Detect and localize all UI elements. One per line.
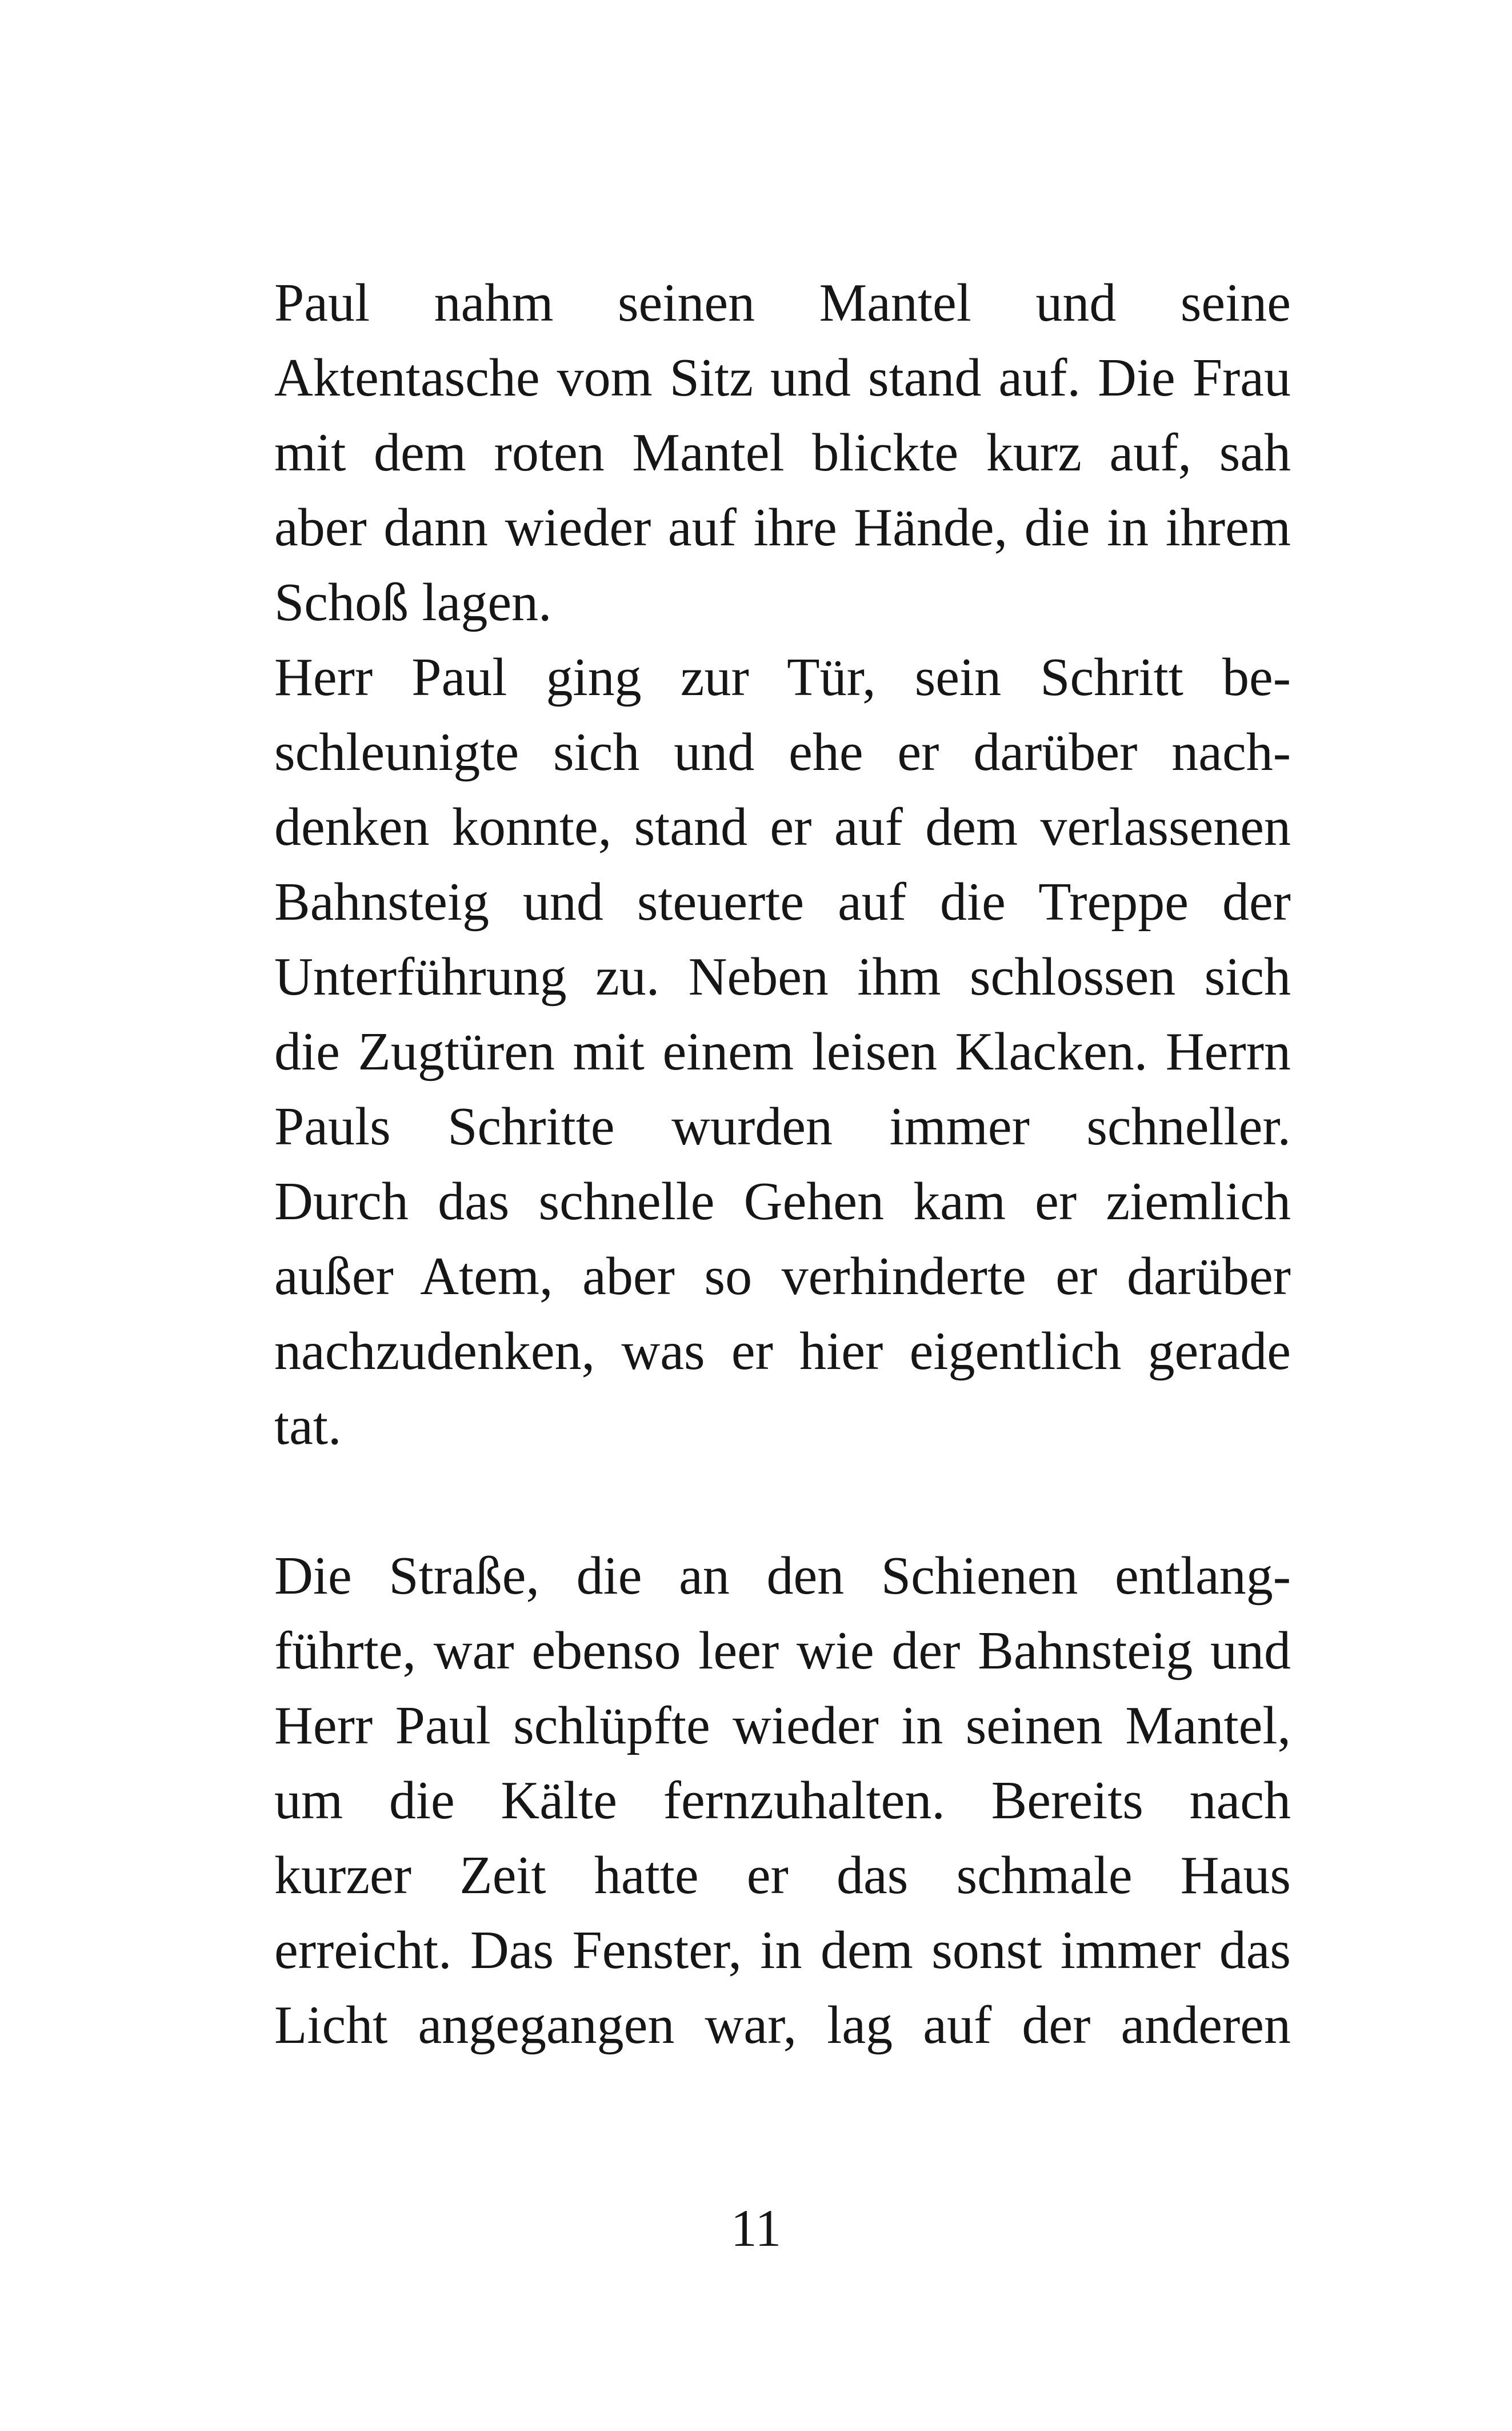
text-line: Aktentasche vom Sitz und stand auf. Die Frau [274, 348, 1291, 408]
text-line: Unterführung zu. Neben ihm schlossen sich [274, 947, 1291, 1007]
body-text [274, 266, 1291, 2063]
text-line: Die Straße, die an den Schienen entlang- [274, 1546, 1291, 1606]
text-line: die Zugtüren mit einem leisen Klacken. Herrn [274, 1022, 1291, 1081]
paragraph-gap [274, 1464, 1291, 1539]
text-line: Pauls Schritte wurden immer schneller. [274, 1097, 1291, 1156]
text-line: um die Kälte fernzuhalten. Bereits nach [274, 1771, 1291, 1830]
text-line: nachzudenken, was er hier eigentlich gerade [274, 1322, 1291, 1381]
text-line: Herr Paul ging zur Tür, sein Schritt be- [274, 648, 1291, 707]
text-line: schleunigte sich und ehe er darüber nach- [274, 722, 1291, 782]
text-line: außer Atem, aber so verhinderte er darüber [274, 1247, 1291, 1306]
text-line: erreicht. Das Fenster, in dem sonst immer das [274, 1921, 1291, 1980]
text-line: Durch das schnelle Gehen kam er ziemlich [274, 1172, 1291, 1231]
page-number: 11 [730, 2199, 782, 2257]
text-line: Licht angegangen war, lag auf der anderen [274, 1995, 1291, 2055]
text-line: Bahnsteig und steuerte auf die Treppe der [274, 872, 1291, 932]
text-line: aber dann wieder auf ihre Hände, die in ihrem [274, 498, 1291, 557]
text-line: denken konnte, stand er auf dem verlassenen [274, 797, 1291, 857]
text-line: tat. [274, 1396, 342, 1456]
text-line: kurzer Zeit hatte er das schmale Haus [274, 1846, 1291, 1905]
text-line: mit dem roten Mantel blickte kurz auf, sah [274, 423, 1291, 482]
text-line: Schoß lagen. [274, 573, 552, 632]
text-line: Herr Paul schlüpfte wieder in seinen Mantel, [274, 1696, 1291, 1755]
text-line: Paul nahm seinen Mantel und seine [274, 273, 1291, 333]
text-line: führte, war ebenso leer wie der Bahnsteig und [274, 1621, 1291, 1680]
